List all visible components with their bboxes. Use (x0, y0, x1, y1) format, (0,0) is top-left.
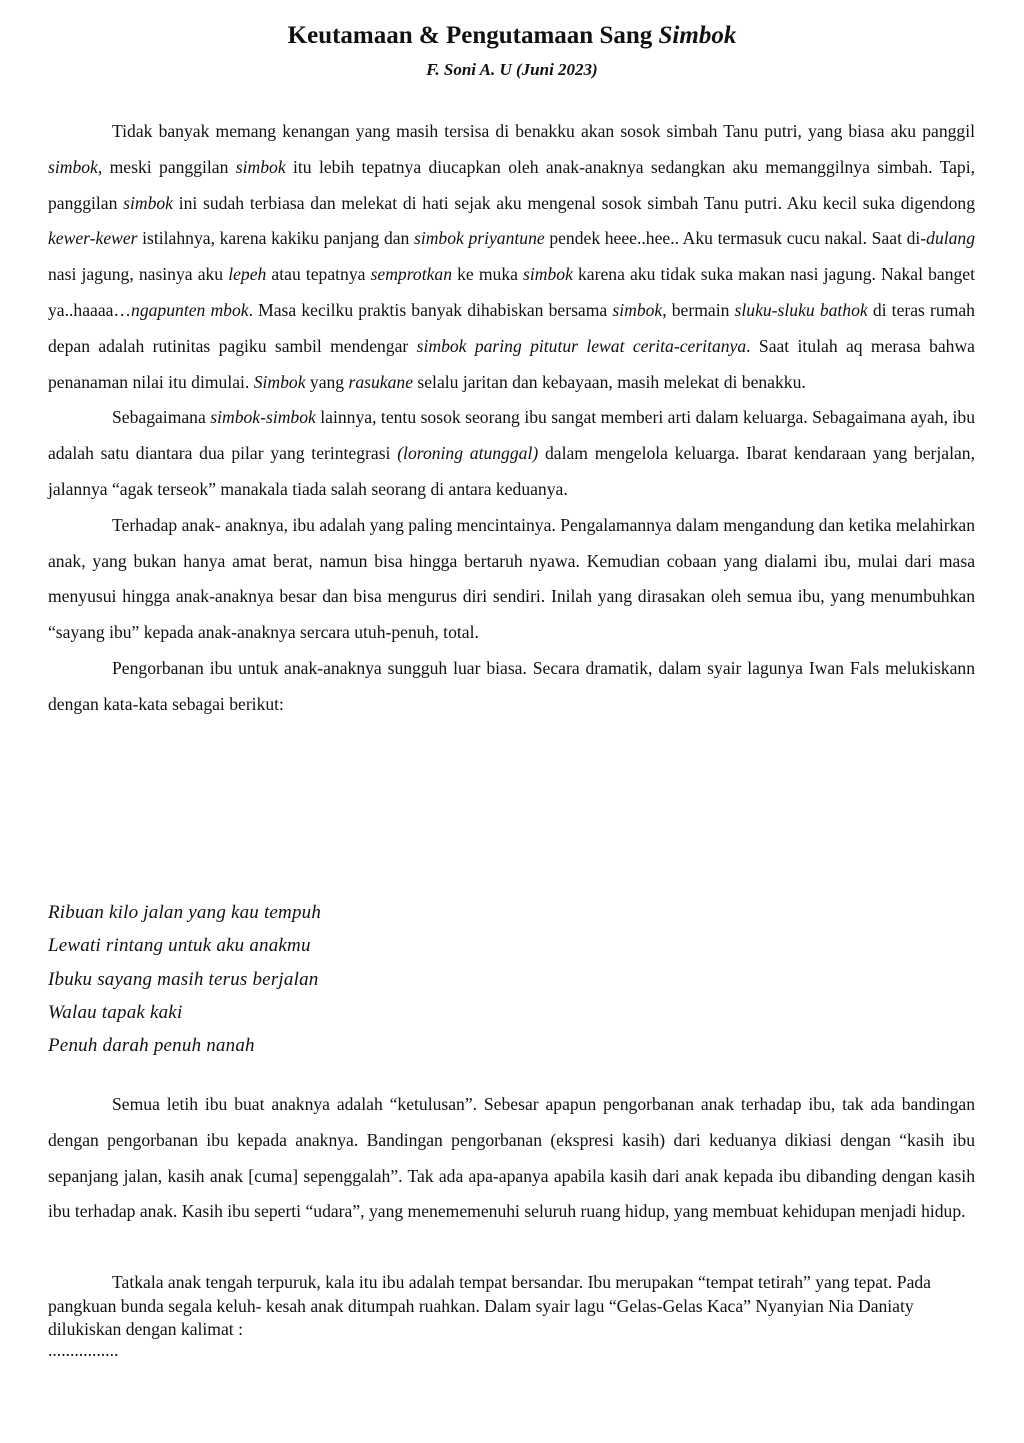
poem-line: Ibuku sayang masih terus berjalan (48, 968, 319, 990)
text-run: ini sudah terbiasa dan melekat di hati sejak aku mengenal sosok simbah Tanu putri. Aku kecil suka digendong (172, 192, 975, 213)
title-italic: Simbok (658, 22, 737, 49)
ellipsis: ................ (48, 1340, 119, 1360)
author-date: F. Soni A. U (Juni 2023) (426, 60, 598, 79)
italic-text: dulang (926, 228, 976, 249)
italic-text: simbok (48, 156, 98, 177)
italic-text: kewer-kewer (48, 228, 138, 249)
text-run: lainnya, tentu sosok seorang ibu sangat memberi arti dalam keluarga. Sebagaimana ayah, ibu adalah satu diantara dua pilar yang terintegrasi (48, 407, 975, 464)
paragraph (48, 651, 975, 723)
text-run: pendek heee..hee.. Aku termasuk cucu nakal. Saat di- (544, 228, 927, 249)
text-run: itu lebih tepatnya diucapkan oleh anak-anaknya sedangkan aku memanggilnya simbah. Tapi, panggilan (48, 156, 975, 213)
paragraph (48, 400, 975, 507)
text-run: . Masa kecilku praktis banyak dihabiskan bersama (248, 299, 613, 320)
paragraph (48, 508, 975, 651)
italic-text: rasukane (348, 371, 413, 392)
text-run: Sebagaimana (112, 407, 211, 428)
italic-text: semprotkan (370, 264, 453, 285)
poem-line: Walau tapak kaki (48, 1001, 183, 1023)
text-run: atau tepatnya (266, 264, 371, 285)
title-text: Keutamaan & Pengutamaan Sang (287, 22, 659, 49)
text-run: , bermain (662, 299, 735, 320)
italic-text: simbok (612, 299, 663, 320)
text-run: dalam mengelola keluarga. Ibarat kendaraan yang berjalan, jalannya “agak terseok” manakala tiada salah seorang di antara keduanya. (48, 443, 975, 499)
poem-line: Lewati rintang untuk aku anakmu (48, 935, 311, 957)
italic-text: simbok paring pitutur lewat cerita-ceritanya (416, 335, 747, 356)
italic-text: Simbok (253, 371, 306, 392)
italic-text: ngapunten mbok (131, 299, 249, 320)
paragraph (48, 114, 975, 400)
italic-text: sluku-sluku bathok (734, 299, 868, 320)
italic-text: simbok (235, 156, 286, 177)
poem-line: Ribuan kilo jalan yang kau tempuh (48, 902, 322, 923)
italic-text: simbok (523, 264, 573, 285)
text-run: Terhadap anak- anaknya, ibu adalah yang paling mencintainya. Pengalamannya dalam mengandung dan ketika melahirkan anak, yang bukan hanya amat berat, namun bisa hingga bertaruh nyawa. Kemudian cobaan yang dialami ibu, mulai dari masa menyusui hingga anak-anaknya besar dan bisa mengurus diri sendiri. Inilah yang dirasakan oleh semua ibu, yang menumbuhkan “sayang ibu” kepada anak-anaknya sercara utuh-penuh, total. (48, 514, 975, 643)
text-run: karena aku tidak suka makan nasi jagung. Nakal banget ya..haaaa… (48, 264, 976, 320)
body-section-top (48, 114, 975, 723)
italic-text: simbok (123, 192, 173, 213)
last-paragraph: Tatkala anak tengah terpuruk, kala itu ibu adalah tempat bersandar. Ibu merupakan “tempat tetirah” yang tepat. Pada pangkuan bunda segala keluh- kesah anak ditumpah ruahkan. Dalam syair lagu “Gelas-Gelas Kaca” Nyanyian Nia Daniaty dilukiskan dengan kalimat : (48, 1272, 931, 1339)
text-run: . Saat itulah aq merasa bahwa penanaman nilai itu dimulai. (48, 335, 975, 392)
text-run: ke muka (452, 264, 524, 285)
italic-text: lepeh (228, 264, 267, 285)
text-run: nasi jagung, nasinya aku (48, 264, 229, 285)
text-run: Tidak banyak memang kenangan yang masih tersisa di benakku akan sosok simbah Tanu putri, yang biasa aku panggil (112, 121, 975, 141)
italic-text: simbok priyantune (413, 228, 545, 249)
text-run: , meski panggilan (97, 156, 236, 177)
text-run: Pengorbanan ibu untuk anak-anaknya sungguh luar biasa. Secara dramatik, dalam syair lagunya Iwan Fals melukiskann dengan kata-kata sebagai berikut: (48, 657, 975, 714)
text-run: yang (305, 371, 349, 392)
italic-text: simbok-simbok (210, 407, 316, 428)
italic-text: (loroning atunggal) (397, 443, 539, 464)
document-title (0, 22, 1024, 50)
text-run: selalu jaritan dan kebayaan, masih melekat di benakku. (413, 371, 806, 392)
paragraph (48, 1087, 975, 1230)
text-run: istilahnya, karena kakiku panjang dan (137, 228, 414, 249)
text-run: Semua letih ibu buat anaknya adalah “ketulusan”. Sebesar apapun pengorbanan anak terhadap ibu, tak ada bandingan dengan pengorbanan ibu kepada anaknya. Bandingan pengorbanan (ekspresi kasih) dari keduanya dikiasi dengan “kasih ibu sepanjang jalan, kasih anak [cuma] sepenggalah”. Tak ada apa-apanya apabila kasih dari anak kepada ibu dibanding dengan kasih ibu terhadap anak. Kasih ibu seperti “udara”, yang menememenuhi seluruh ruang hidup, yang membuat kehidupan menjadi hidup. (48, 1094, 975, 1222)
poem-quote (48, 896, 321, 1062)
body-section-bottom (48, 1087, 975, 1230)
text-run: di teras rumah depan adalah rutinitas pagiku sambil mendengar (48, 299, 975, 356)
poem-line: Penuh darah penuh nanah (48, 1035, 255, 1057)
